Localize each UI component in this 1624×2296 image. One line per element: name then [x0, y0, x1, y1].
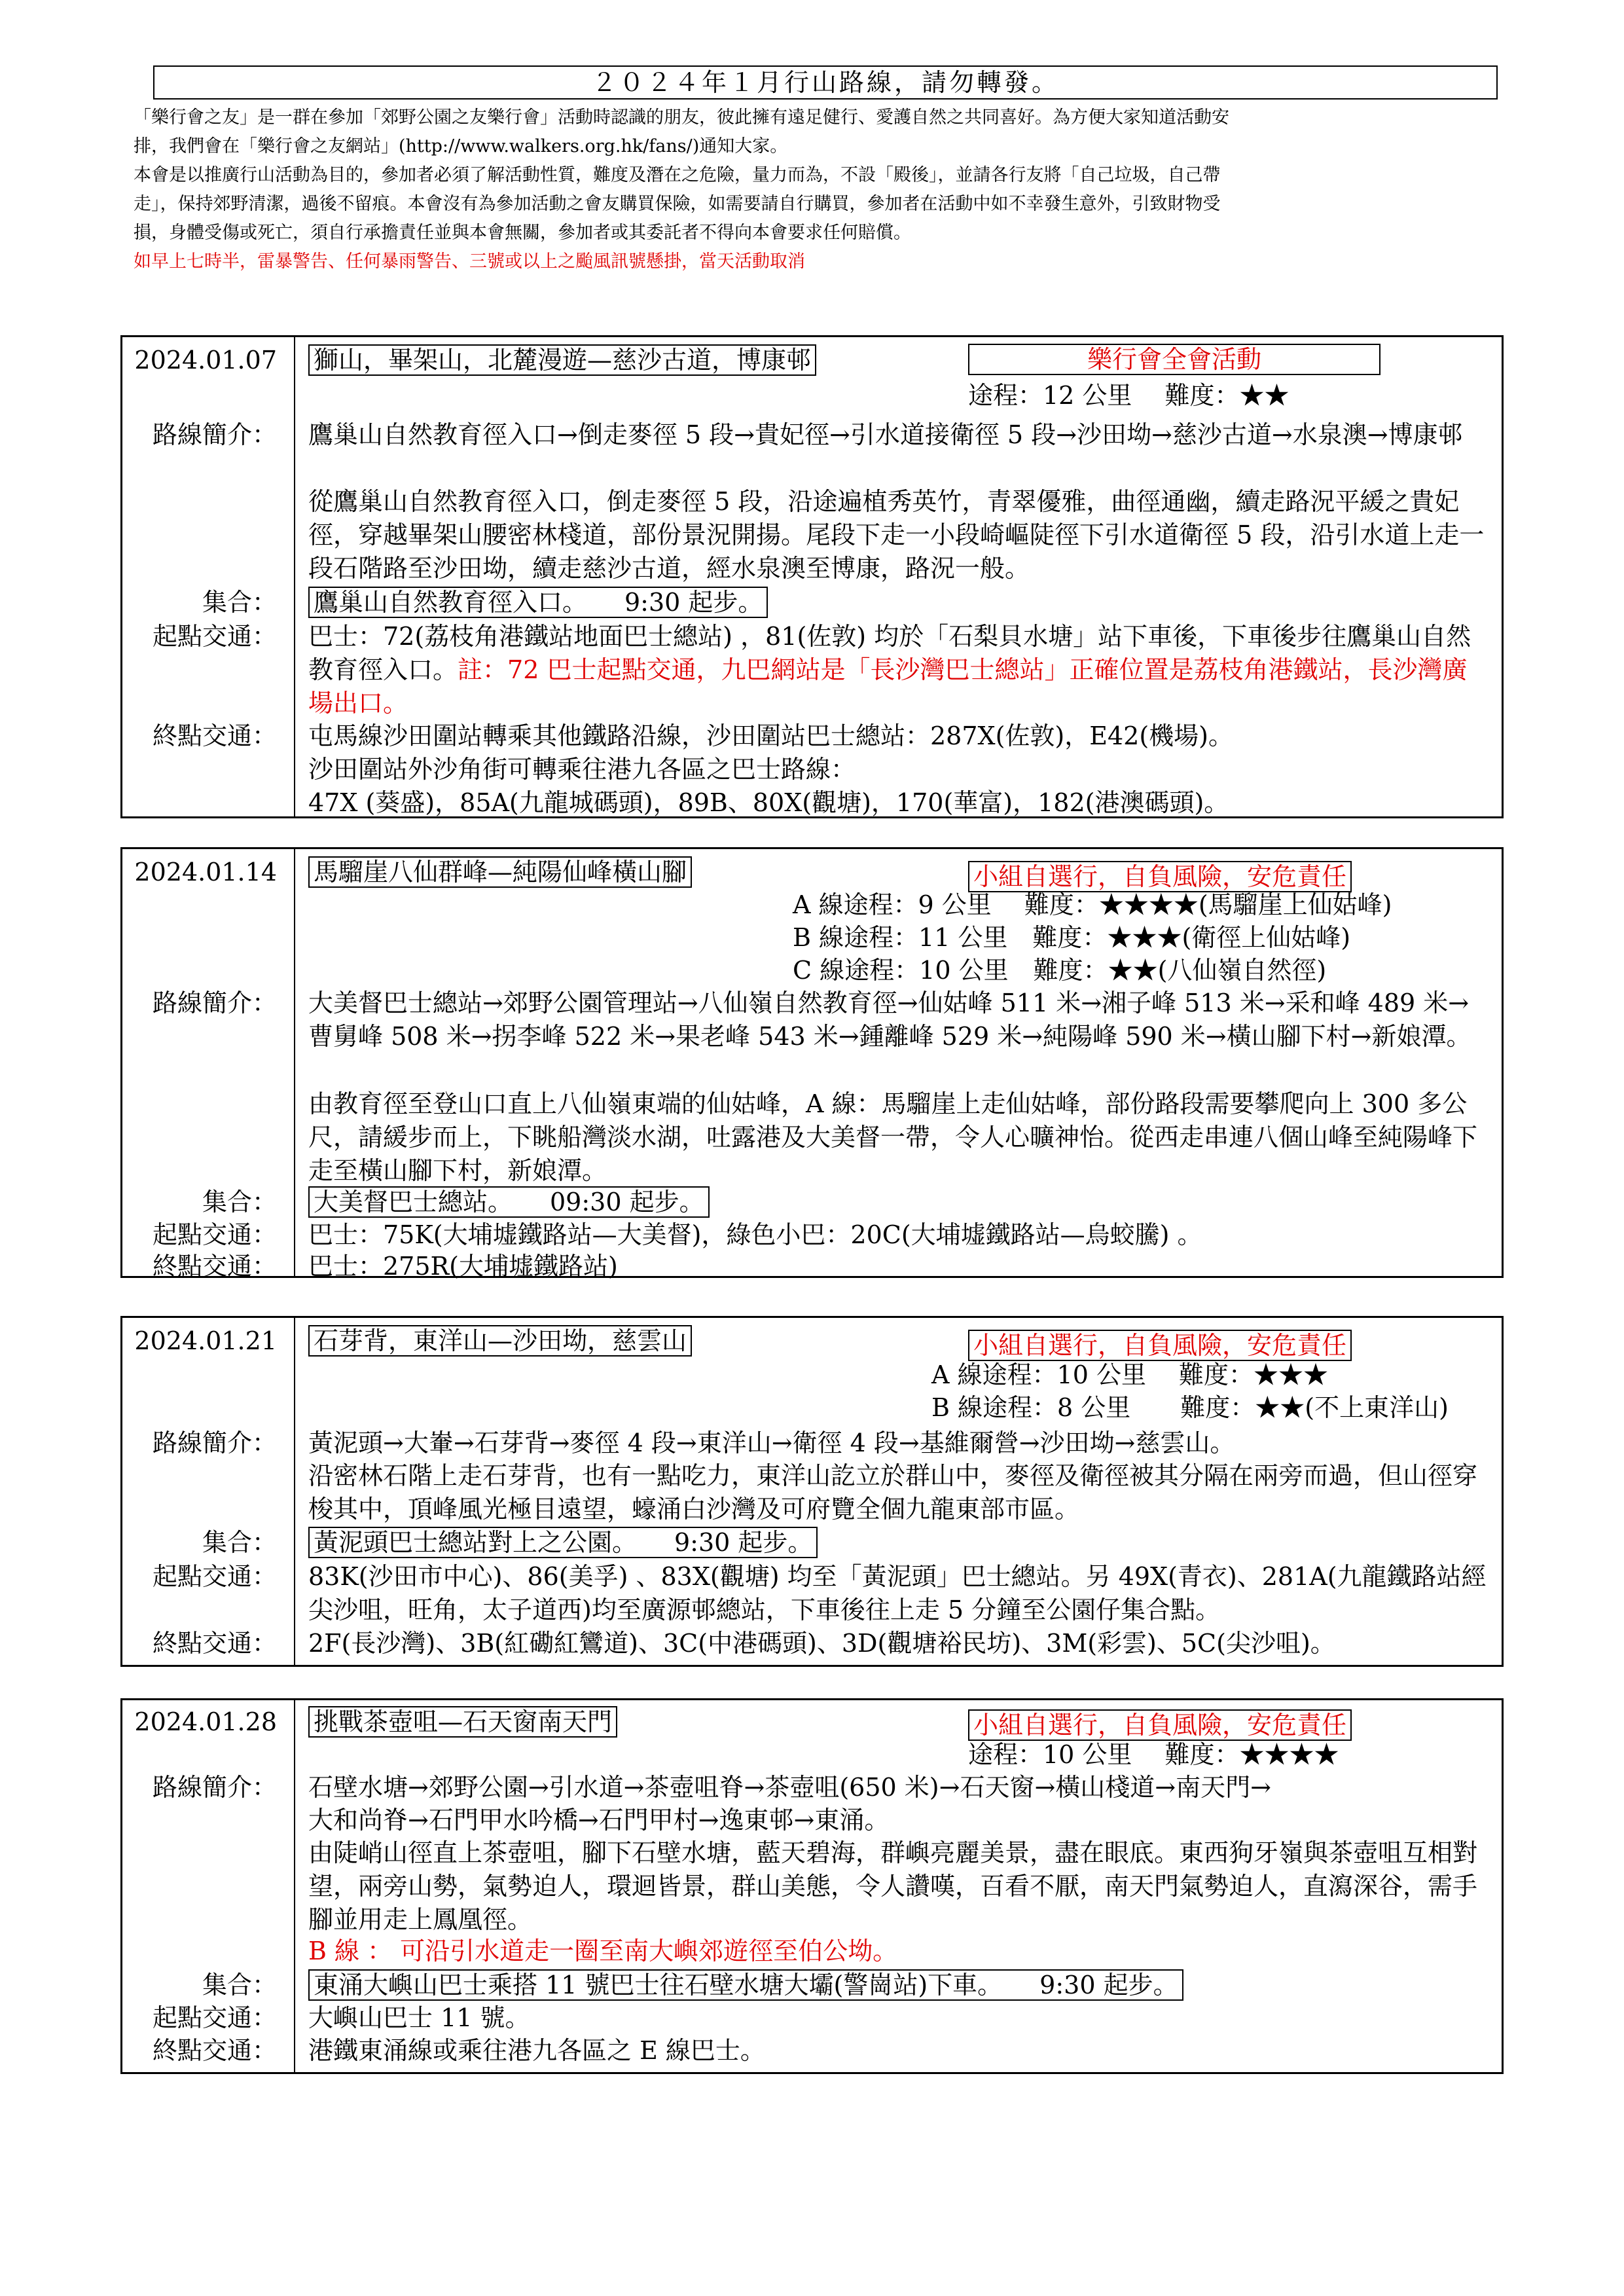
end-transport-line: 47X (葵盛)，85A(九龍城碼頭)，89B、80X(觀塘)，170(華富)，182(港澳碼頭)。	[308, 788, 1229, 817]
start-transport-label: 起點交通：	[152, 622, 277, 651]
hike-section-0114	[120, 847, 1504, 1281]
hike-stats-c: C 線途程：10 公里 難度：★★(八仙嶺自然徑)	[793, 956, 1327, 985]
start-transport-label: 起點交通：	[152, 1562, 277, 1591]
assembly-point: 東涌大嶼山巴士乘搭 11 號巴士往石壁水塘大壩(警崗站)下車。 9:30 起步。	[308, 1969, 1183, 2001]
end-transport-label: 終點交通：	[152, 721, 277, 750]
route-summary: 黃泥頭→大輋→石芽背→麥徑 4 段→東洋山→衛徑 4 段→基維爾營→沙田坳→慈雲山。	[308, 1429, 1235, 1457]
route-summary: 鷹巢山自然教育徑入口→倒走麥徑 5 段→貴妃徑→引水道接衛徑 5 段→沙田坳→慈沙古道→水泉澳→博康邨	[308, 420, 1463, 449]
hike-name: 挑戰茶壺咀—石天窗南天門	[308, 1706, 617, 1738]
start-transport: 大嶼山巴士 11 號。	[308, 2003, 530, 2032]
activity-tag: 小組自選行，自負風險，安危責任	[968, 1330, 1352, 1361]
intro-line: 「樂行會之友」是一群在參加「郊野公園之友樂行會」活動時認識的朋友，彼此擁有遠足健行、愛護自然之共同喜好。為方便大家知道活動安	[134, 107, 1229, 128]
hike-stats-b: B 線途程：8 公里 難度：★★(不上東洋山)	[931, 1393, 1449, 1422]
page-title: ２０２４年１月行山路線，請勿轉發。	[153, 65, 1498, 100]
route-b-note: B 線 ： 可沿引水道走一圈至南大嶼郊遊徑至伯公坳。	[308, 1937, 898, 1965]
activity-tag: 樂行會全會活動	[968, 344, 1380, 375]
start-transport-label: 起點交通：	[152, 1220, 277, 1249]
hike-stats-b: B 線途程：11 公里 難度：★★★(衛徑上仙姑峰)	[793, 923, 1351, 952]
route-summary-line: 石壁水塘→郊野公園→引水道→茶壺咀脊→茶壺咀(650 米)→石天窗→橫山棧道→南天門→	[308, 1773, 1271, 1802]
end-transport-label: 終點交通：	[152, 1629, 277, 1658]
activity-tag: 小組自選行，自負風險，安危責任	[968, 1709, 1352, 1741]
start-transport-label: 起點交通：	[152, 2003, 277, 2032]
hike-stats: 途程：10 公里 難度：★★★★	[968, 1740, 1339, 1769]
hike-date: 2024.01.21	[134, 1326, 277, 1355]
intro-line: 本會是以推廣行山活動為目的，參加者必須了解活動性質，難度及潛在之危險，量力而為，不設「殿後」，並請各行友將「自己垃圾，自己帶	[134, 165, 1221, 185]
route-label: 路線簡介：	[152, 1773, 277, 1802]
intro-line: 走」，保持郊野清潔，過後不留痕。本會沒有為參加活動之會友購買保險，如需要請自行購買，參加者在活動中如不幸發生意外，引致財物受	[134, 194, 1221, 214]
route-description: 沿密林石階上走石芽背，也有一點吃力，東洋山訖立於群山中，麥徑及衛徑被其分隔在兩旁而過，但山徑穿梭其中，頂峰風光極目遠望，蠔涌白沙灣及可府覽全個九龍東部市區。	[308, 1461, 1478, 1523]
hike-date: 2024.01.14	[134, 858, 277, 886]
hike-section-0121	[120, 1316, 1504, 1667]
intro-line: 損，身體受傷或死亡，須自行承擔責任並與本會無關，參加者或其委託者不得向本會要求任何賠償。	[134, 223, 911, 243]
end-transport: 港鐵東涌線或乘往港九各區之 E 線巴士。	[308, 2036, 765, 2065]
hike-name: 獅山，畢架山，北麓漫遊—慈沙古道，博康邨	[308, 344, 816, 376]
assembly-label: 集合：	[202, 588, 277, 617]
activity-tag: 小組自選行，自負風險，安危責任	[968, 861, 1352, 892]
start-transport: 83K(沙田市中心)、86(美孚) 、83X(觀塘) 均至「黃泥頭」巴士總站。另 49X(青衣)、281A(九龍鐵路站經尖沙咀，旺角，太子道西)均至廣源邨總站，下車後往上走 5 分鐘至公園仔集合點。	[308, 1562, 1487, 1624]
end-transport: 巴士：275R(大埔墟鐵路站)	[308, 1252, 618, 1281]
hike-stats-a: A 線途程：9 公里 難度：★★★★(馬騮崖上仙姑峰)	[793, 890, 1392, 919]
route-label: 路線簡介：	[152, 420, 277, 449]
hike-section-0128	[120, 1698, 1504, 2074]
route-summary: 大美督巴士總站→郊野公園管理站→八仙嶺自然教育徑→仙姑峰 511 米→湘子峰 513 米→采和峰 489 米→曹舅峰 508 米→拐李峰 522 米→果老峰 543 米→鍾離峰 529 米→純陽峰 590 米→橫山腳下村→新娘潭。	[308, 989, 1471, 1051]
hike-name: 石芽背，東洋山—沙田坳，慈雲山	[308, 1325, 692, 1357]
route-description: 由陡峭山徑直上茶壺咀，腳下石壁水塘，藍天碧海，群嶼亮麗美景，盡在眼底。東西狗牙嶺與茶壺咀互相對望，兩旁山勢，氣勢迫人，環迴皆景，群山美態，令人讚嘆，百看不厭，南天門氣勢迫人，直瀉深谷，需手腳並用走上鳳凰徑。	[308, 1838, 1478, 1934]
end-transport-label: 終點交通：	[152, 1252, 277, 1281]
intro-line: 排，我們會在「樂行會之友網站」(http://www.walkers.org.hk/fans/)通知大家。	[134, 136, 788, 156]
hike-stats-a: A 線途程：10 公里 難度：★★★	[931, 1360, 1329, 1389]
route-summary-line: 大和尚脊→石門甲水吟橋→石門甲村→逸東邨→東涌。	[308, 1806, 890, 1834]
assembly-point: 大美督巴士總站。 09:30 起步。	[308, 1186, 710, 1218]
intro-block	[134, 103, 1502, 276]
route-description: 由教育徑至登山口直上八仙嶺東端的仙姑峰，A 線：馬騮崖上走仙姑峰，部份路段需要攀爬向上 300 多公尺，請緩步而上，下眺船灣淡水湖，吐露港及大美督一帶，令人心曠神怡。從西走串連八個山峰至純陽峰下走至橫山腳下村，新娘潭。	[308, 1089, 1478, 1185]
end-transport	[308, 720, 1487, 820]
end-transport-label: 終點交通：	[152, 2036, 277, 2065]
assembly-point: 鷹巢山自然教育徑入口。 9:30 起步。	[308, 587, 768, 618]
route-label: 路線簡介：	[152, 1429, 277, 1457]
hike-date: 2024.01.07	[134, 346, 277, 374]
start-transport: 巴士：72(荔枝角港鐵站地面巴士總站) ，81(佐敦) 均於「石梨貝水塘」站下車後，下車後步往鷹巢山自然教育徑入口。	[308, 622, 1471, 684]
route-label: 路線簡介：	[152, 989, 277, 1017]
assembly-point: 黃泥頭巴士總站對上之公園。 9:30 起步。	[308, 1527, 818, 1558]
route-description: 從鷹巢山自然教育徑入口，倒走麥徑 5 段，沿途遍植秀英竹，青翠優雅，曲徑通幽，續走路況平緩之貴妃徑，穿越畢架山腰密林棧道，部份景況開揚。尾段下走一小段崎嶇陡徑下引水道衛徑 5 段，沿引水道上走一段石階路至沙田坳，續走慈沙古道，經水泉澳至博康，路況一般。	[308, 487, 1485, 583]
end-transport-line: 屯馬線沙田圍站轉乘其他鐵路沿線，沙田圍站巴士總站：287X(佐敦)，E42(機場)。	[308, 721, 1233, 750]
cancellation-warning: 如早上七時半，雷暴警告、任何暴雨警告、三號或以上之颱風訊號懸掛，當天活動取消	[134, 251, 805, 272]
start-transport: 巴士：75K(大埔墟鐵路站—大美督)，綠色小巴：20C(大埔墟鐵路站—烏蛟騰) 。	[308, 1220, 1202, 1249]
assembly-label: 集合：	[202, 1971, 277, 1999]
end-transport: 2F(長沙灣)、3B(紅磡紅鸞道)、3C(中港碼頭)、3D(觀塘裕民坊)、3M(彩雲)、5C(尖沙咀)。	[308, 1629, 1335, 1658]
hike-stats: 途程：12 公里 難度：★★	[968, 381, 1290, 410]
hike-name: 馬騮崖八仙群峰—純陽仙峰橫山腳	[308, 856, 692, 888]
end-transport-line: 沙田圍站外沙角街可轉乘往港九各區之巴士路線：	[308, 755, 856, 784]
assembly-label: 集合：	[202, 1188, 277, 1216]
hike-section-0107	[120, 335, 1504, 818]
transport-note: 註：72 巴士起點交通，九巴網站是「長沙灣巴士總站」正確位置是荔枝角港鐵站，長沙灣廣場出口。	[308, 655, 1468, 718]
hike-date: 2024.01.28	[134, 1707, 277, 1736]
assembly-label: 集合：	[202, 1528, 277, 1557]
